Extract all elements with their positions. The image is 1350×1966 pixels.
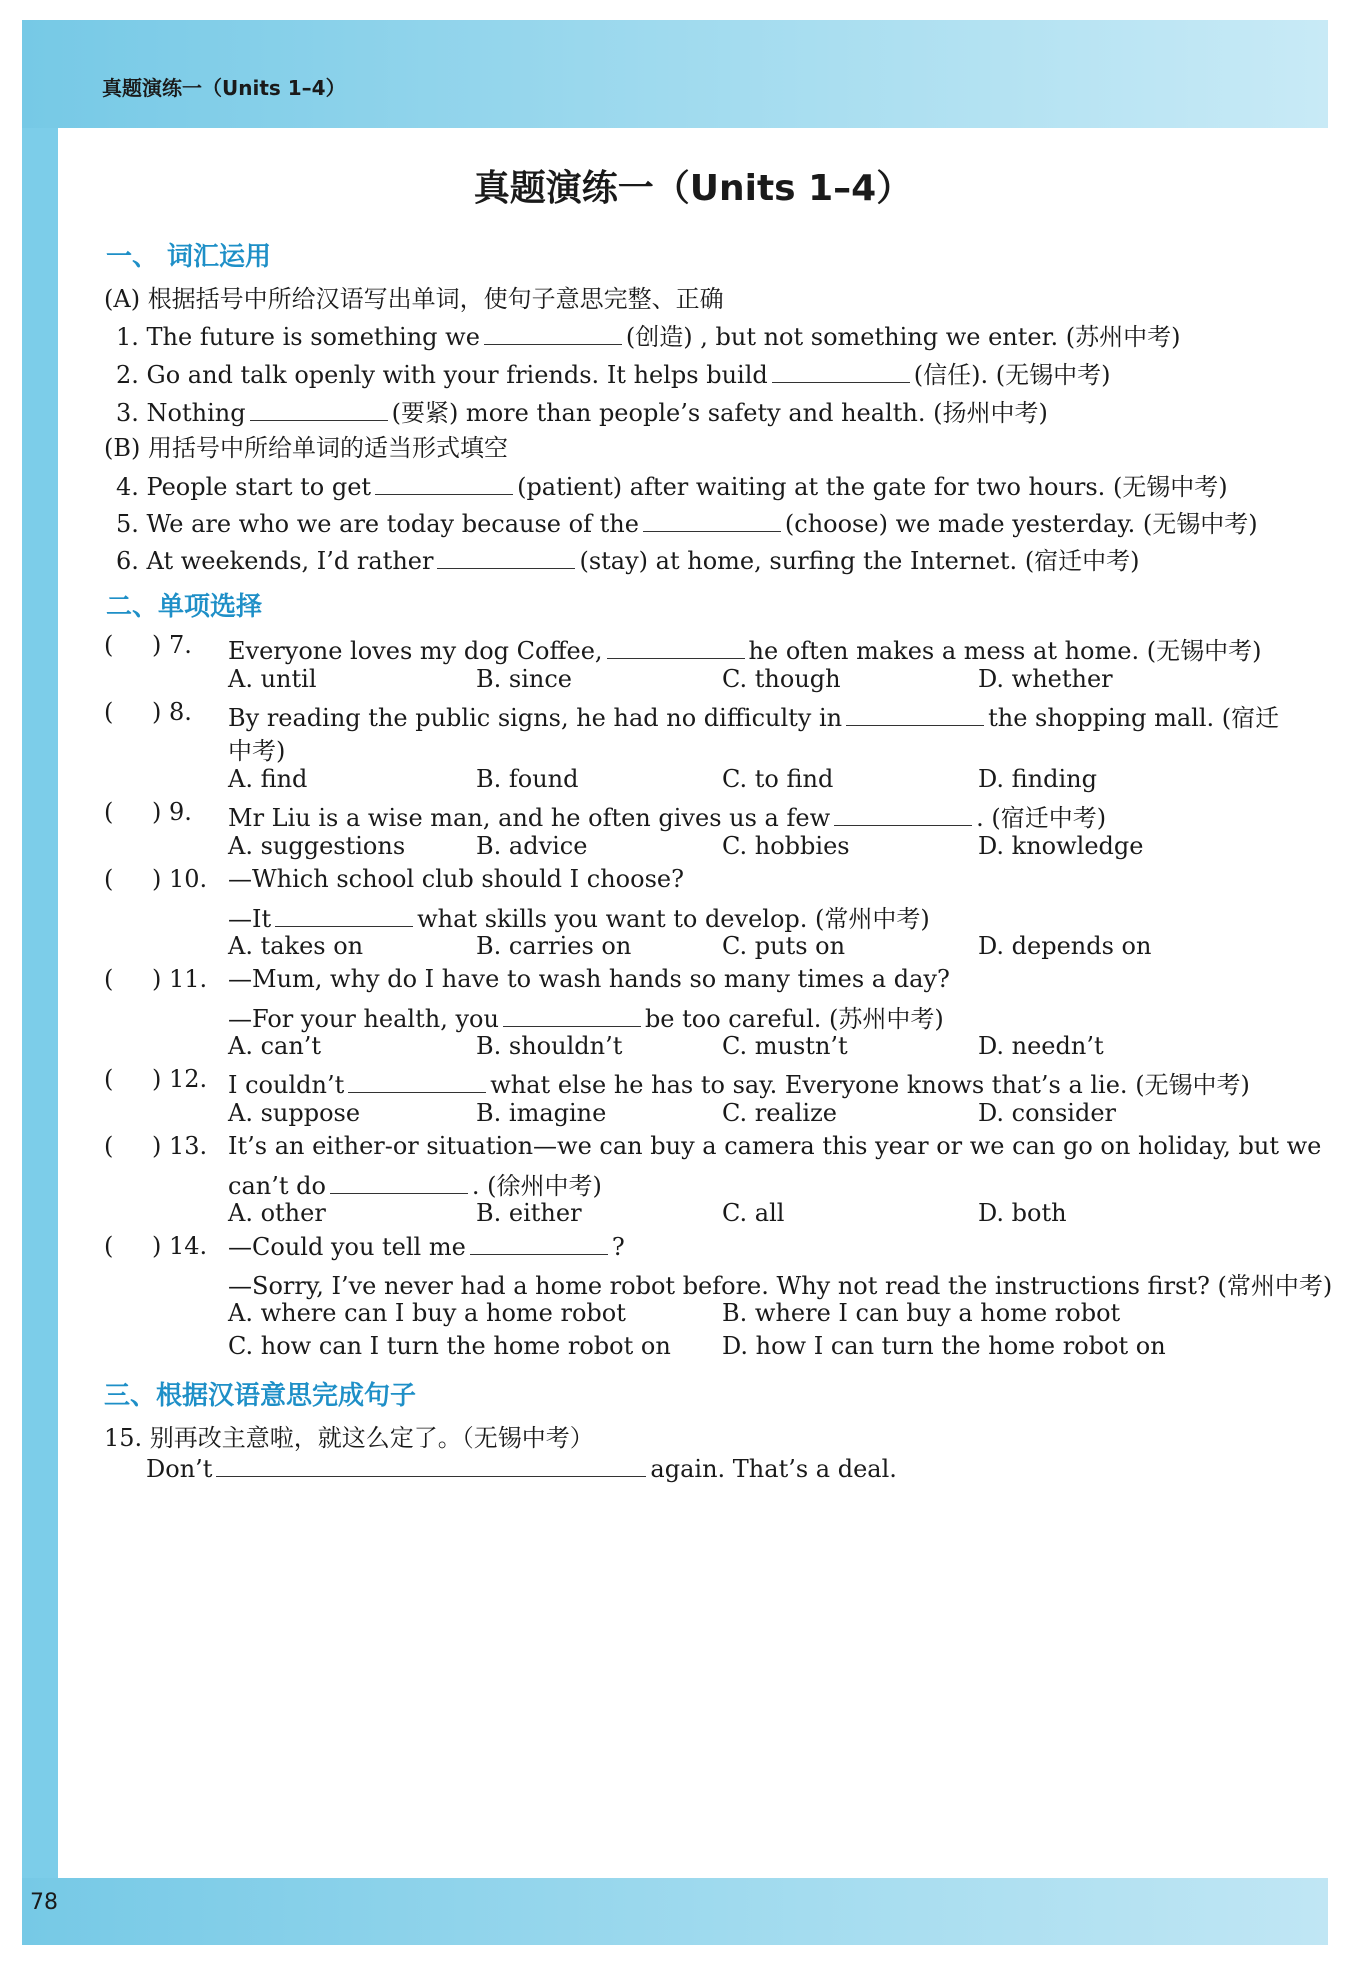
q14-option-a[interactable]: A. where can I buy a home robot — [228, 1299, 626, 1327]
q11-paren-open: ( — [104, 965, 114, 993]
q8-number: ) 8. — [152, 698, 192, 726]
q9-text-pre: Mr Liu is a wise man, and he often gives us a few — [228, 804, 831, 832]
q10-option-a[interactable]: A. takes on — [228, 932, 364, 960]
question-14 — [228, 1232, 625, 1261]
footer-band — [22, 1878, 1328, 1945]
q8-option-c[interactable]: C. to find — [722, 765, 834, 793]
q5-text-pre: 5. We are who we are today because of the — [116, 510, 639, 538]
q14-option-c[interactable]: C. how can I turn the home robot on — [228, 1332, 671, 1360]
question-2 — [116, 355, 1110, 390]
q3-answer-blank[interactable] — [250, 398, 388, 421]
q12-option-d[interactable]: D. consider — [978, 1099, 1117, 1127]
question-10 — [228, 899, 930, 934]
q5-answer-blank[interactable] — [643, 509, 781, 532]
q9-option-d[interactable]: D. knowledge — [978, 832, 1144, 860]
q1-text-pre: 1. The future is something we — [116, 323, 480, 351]
q12-paren-open: ( — [104, 1065, 114, 1093]
q15-chinese-prompt: 15. 别再改主意啦，就这么定了。（无锡中考） — [104, 1424, 594, 1452]
section3-heading: 三、根据汉语意思完成句子 — [104, 1381, 417, 1411]
q13-option-d[interactable]: D. both — [978, 1199, 1067, 1227]
q12-answer-blank[interactable] — [348, 1070, 486, 1093]
q14-paren-open: ( — [104, 1232, 114, 1260]
q4-text-post: (patient) after waiting at the gate for two hours. (无锡中考) — [517, 473, 1228, 501]
q10-answer-blank[interactable] — [275, 904, 413, 927]
q13-answer-blank[interactable] — [330, 1171, 468, 1194]
q9-number: ) 9. — [152, 798, 192, 826]
q6-answer-blank[interactable] — [437, 546, 575, 569]
q10-option-d[interactable]: D. depends on — [978, 932, 1152, 960]
q12-number: ) 12. — [152, 1065, 208, 1093]
q14-option-b[interactable]: B. where I can buy a home robot — [722, 1299, 1121, 1327]
q1-text-post: (创造) , but not something we enter. (苏州中考) — [625, 323, 1181, 351]
content-area — [58, 128, 1333, 1878]
q3-text-pre: 3. Nothing — [116, 399, 246, 427]
page-number: 78 — [30, 1890, 58, 1915]
q14-answer-blank[interactable] — [470, 1232, 608, 1255]
q4-text-pre: 4. People start to get — [116, 473, 372, 501]
question-1 — [116, 317, 1180, 352]
q4-answer-blank[interactable] — [375, 472, 513, 495]
q9-paren-open: ( — [104, 798, 114, 826]
q10-option-c[interactable]: C. puts on — [722, 932, 846, 960]
q7-text-pre: Everyone loves my dog Coffee, — [228, 637, 603, 665]
q13-line1: It’s an either-or situation—we can buy a camera this year or we can go on holiday, but we — [228, 1132, 1322, 1160]
q6-text-post: (stay) at home, surfing the Internet. (宿迁中考) — [579, 547, 1140, 575]
q9-option-b[interactable]: B. advice — [476, 832, 588, 860]
q8-text-post: the shopping mall. (宿迁 — [988, 704, 1280, 732]
q15-text-post: again. That’s a deal. — [650, 1455, 897, 1483]
q8-option-d[interactable]: D. finding — [978, 765, 1097, 793]
q13-text-pre: can’t do — [228, 1172, 326, 1200]
q11-option-b[interactable]: B. shouldn’t — [476, 1032, 623, 1060]
q13-paren-open: ( — [104, 1132, 114, 1160]
q14-line2: —Sorry, I’ve never had a home robot before. Why not read the instructions first? (常州中考) — [228, 1272, 1333, 1300]
q9-option-c[interactable]: C. hobbies — [722, 832, 850, 860]
q12-text-post: what else he has to say. Everyone knows that’s a lie. (无锡中考) — [490, 1071, 1250, 1099]
q3-text-post: (要紧) more than people’s safety and health. (扬州中考) — [391, 399, 1048, 427]
q10-number: ) 10. — [152, 865, 208, 893]
q6-text-pre: 6. At weekends, I’d rather — [116, 547, 434, 575]
q7-option-b[interactable]: B. since — [476, 665, 572, 693]
running-head: 真题演练一（Units 1–4） — [102, 76, 346, 100]
q2-text-pre: 2. Go and talk openly with your friends. It helps build — [116, 361, 768, 389]
q12-option-b[interactable]: B. imagine — [476, 1099, 607, 1127]
q5-text-post: (choose) we made yesterday. (无锡中考) — [784, 510, 1258, 538]
q12-option-c[interactable]: C. realize — [722, 1099, 837, 1127]
q14-number: ) 14. — [152, 1232, 208, 1260]
q13-number: ) 13. — [152, 1132, 208, 1160]
q14-text-post: ? — [611, 1233, 625, 1261]
q7-option-a[interactable]: A. until — [228, 665, 317, 693]
q7-number: ) 7. — [152, 631, 192, 659]
q9-text-post: . (宿迁中考) — [976, 804, 1107, 832]
q8-text-pre: By reading the public signs, he had no difficulty in — [228, 704, 843, 732]
header-band — [22, 20, 1328, 128]
q8-text-continued: 中考) — [228, 737, 286, 765]
q11-text-pre: —For your health, you — [228, 1005, 499, 1033]
question-11 — [228, 999, 944, 1034]
q11-option-c[interactable]: C. mustn’t — [722, 1032, 848, 1060]
q11-answer-blank[interactable] — [503, 1004, 641, 1027]
q11-text-post: be too careful. (苏州中考) — [644, 1005, 944, 1033]
q12-text-pre: I couldn’t — [228, 1071, 345, 1099]
q8-paren-open: ( — [104, 698, 114, 726]
question-9 — [228, 798, 1106, 833]
question-15 — [146, 1454, 897, 1483]
q14-text-pre: —Could you tell me — [228, 1233, 466, 1261]
q10-text-post: what skills you want to develop. (常州中考) — [417, 905, 930, 933]
q10-paren-open: ( — [104, 865, 114, 893]
question-4 — [116, 467, 1228, 502]
question-8 — [228, 698, 1279, 733]
q10-text-pre: —It — [228, 905, 272, 933]
q12-option-a[interactable]: A. suppose — [228, 1099, 361, 1127]
q2-answer-blank[interactable] — [772, 360, 910, 383]
q7-paren-open: ( — [104, 631, 114, 659]
q10-option-b[interactable]: B. carries on — [476, 932, 632, 960]
q15-answer-blank[interactable] — [216, 1454, 646, 1477]
q8-answer-blank[interactable] — [846, 703, 984, 726]
q15-text-pre: Don’t — [146, 1455, 213, 1483]
section2-heading: 二、单项选择 — [106, 592, 263, 622]
question-6 — [116, 541, 1140, 576]
question-12 — [228, 1065, 1250, 1100]
page-frame — [22, 20, 1333, 1945]
q7-text-post: he often makes a mess at home. (无锡中考) — [748, 637, 1262, 665]
q10-line1: —Which school club should I choose? — [228, 865, 684, 893]
q11-line1: —Mum, why do I have to wash hands so many times a day? — [228, 965, 950, 993]
question-7 — [228, 631, 1261, 666]
q11-option-a[interactable]: A. can’t — [228, 1032, 322, 1060]
section1-partB: (B) 用括号中所给单词的适当形式填空 — [104, 434, 508, 462]
q13-option-a[interactable]: A. other — [228, 1199, 326, 1227]
section1-heading: 一、 词汇运用 — [106, 242, 272, 272]
q14-option-d[interactable]: D. how I can turn the home robot on — [722, 1332, 1166, 1360]
page-title: 真题演练一（Units 1–4） — [473, 168, 913, 209]
q11-option-d[interactable]: D. needn’t — [978, 1032, 1104, 1060]
question-5 — [116, 504, 1258, 539]
q13-option-c[interactable]: C. all — [722, 1199, 785, 1227]
q8-option-a[interactable]: A. find — [228, 765, 308, 793]
q13-option-b[interactable]: B. either — [476, 1199, 582, 1227]
question-13 — [228, 1166, 602, 1201]
q9-answer-blank[interactable] — [834, 803, 972, 826]
question-3 — [116, 393, 1048, 428]
section1-partA: (A) 根据括号中所给汉语写出单词，使句子意思完整、正确 — [104, 285, 724, 313]
q11-number: ) 11. — [152, 965, 208, 993]
q8-option-b[interactable]: B. found — [476, 765, 579, 793]
q13-text-post: . (徐州中考) — [471, 1172, 602, 1200]
q7-option-d[interactable]: D. whether — [978, 665, 1113, 693]
q9-option-a[interactable]: A. suggestions — [228, 832, 406, 860]
q2-text-post: (信任). (无锡中考) — [913, 361, 1111, 389]
q7-option-c[interactable]: C. though — [722, 665, 841, 693]
q7-answer-blank[interactable] — [607, 636, 745, 659]
q1-answer-blank[interactable] — [484, 322, 622, 345]
